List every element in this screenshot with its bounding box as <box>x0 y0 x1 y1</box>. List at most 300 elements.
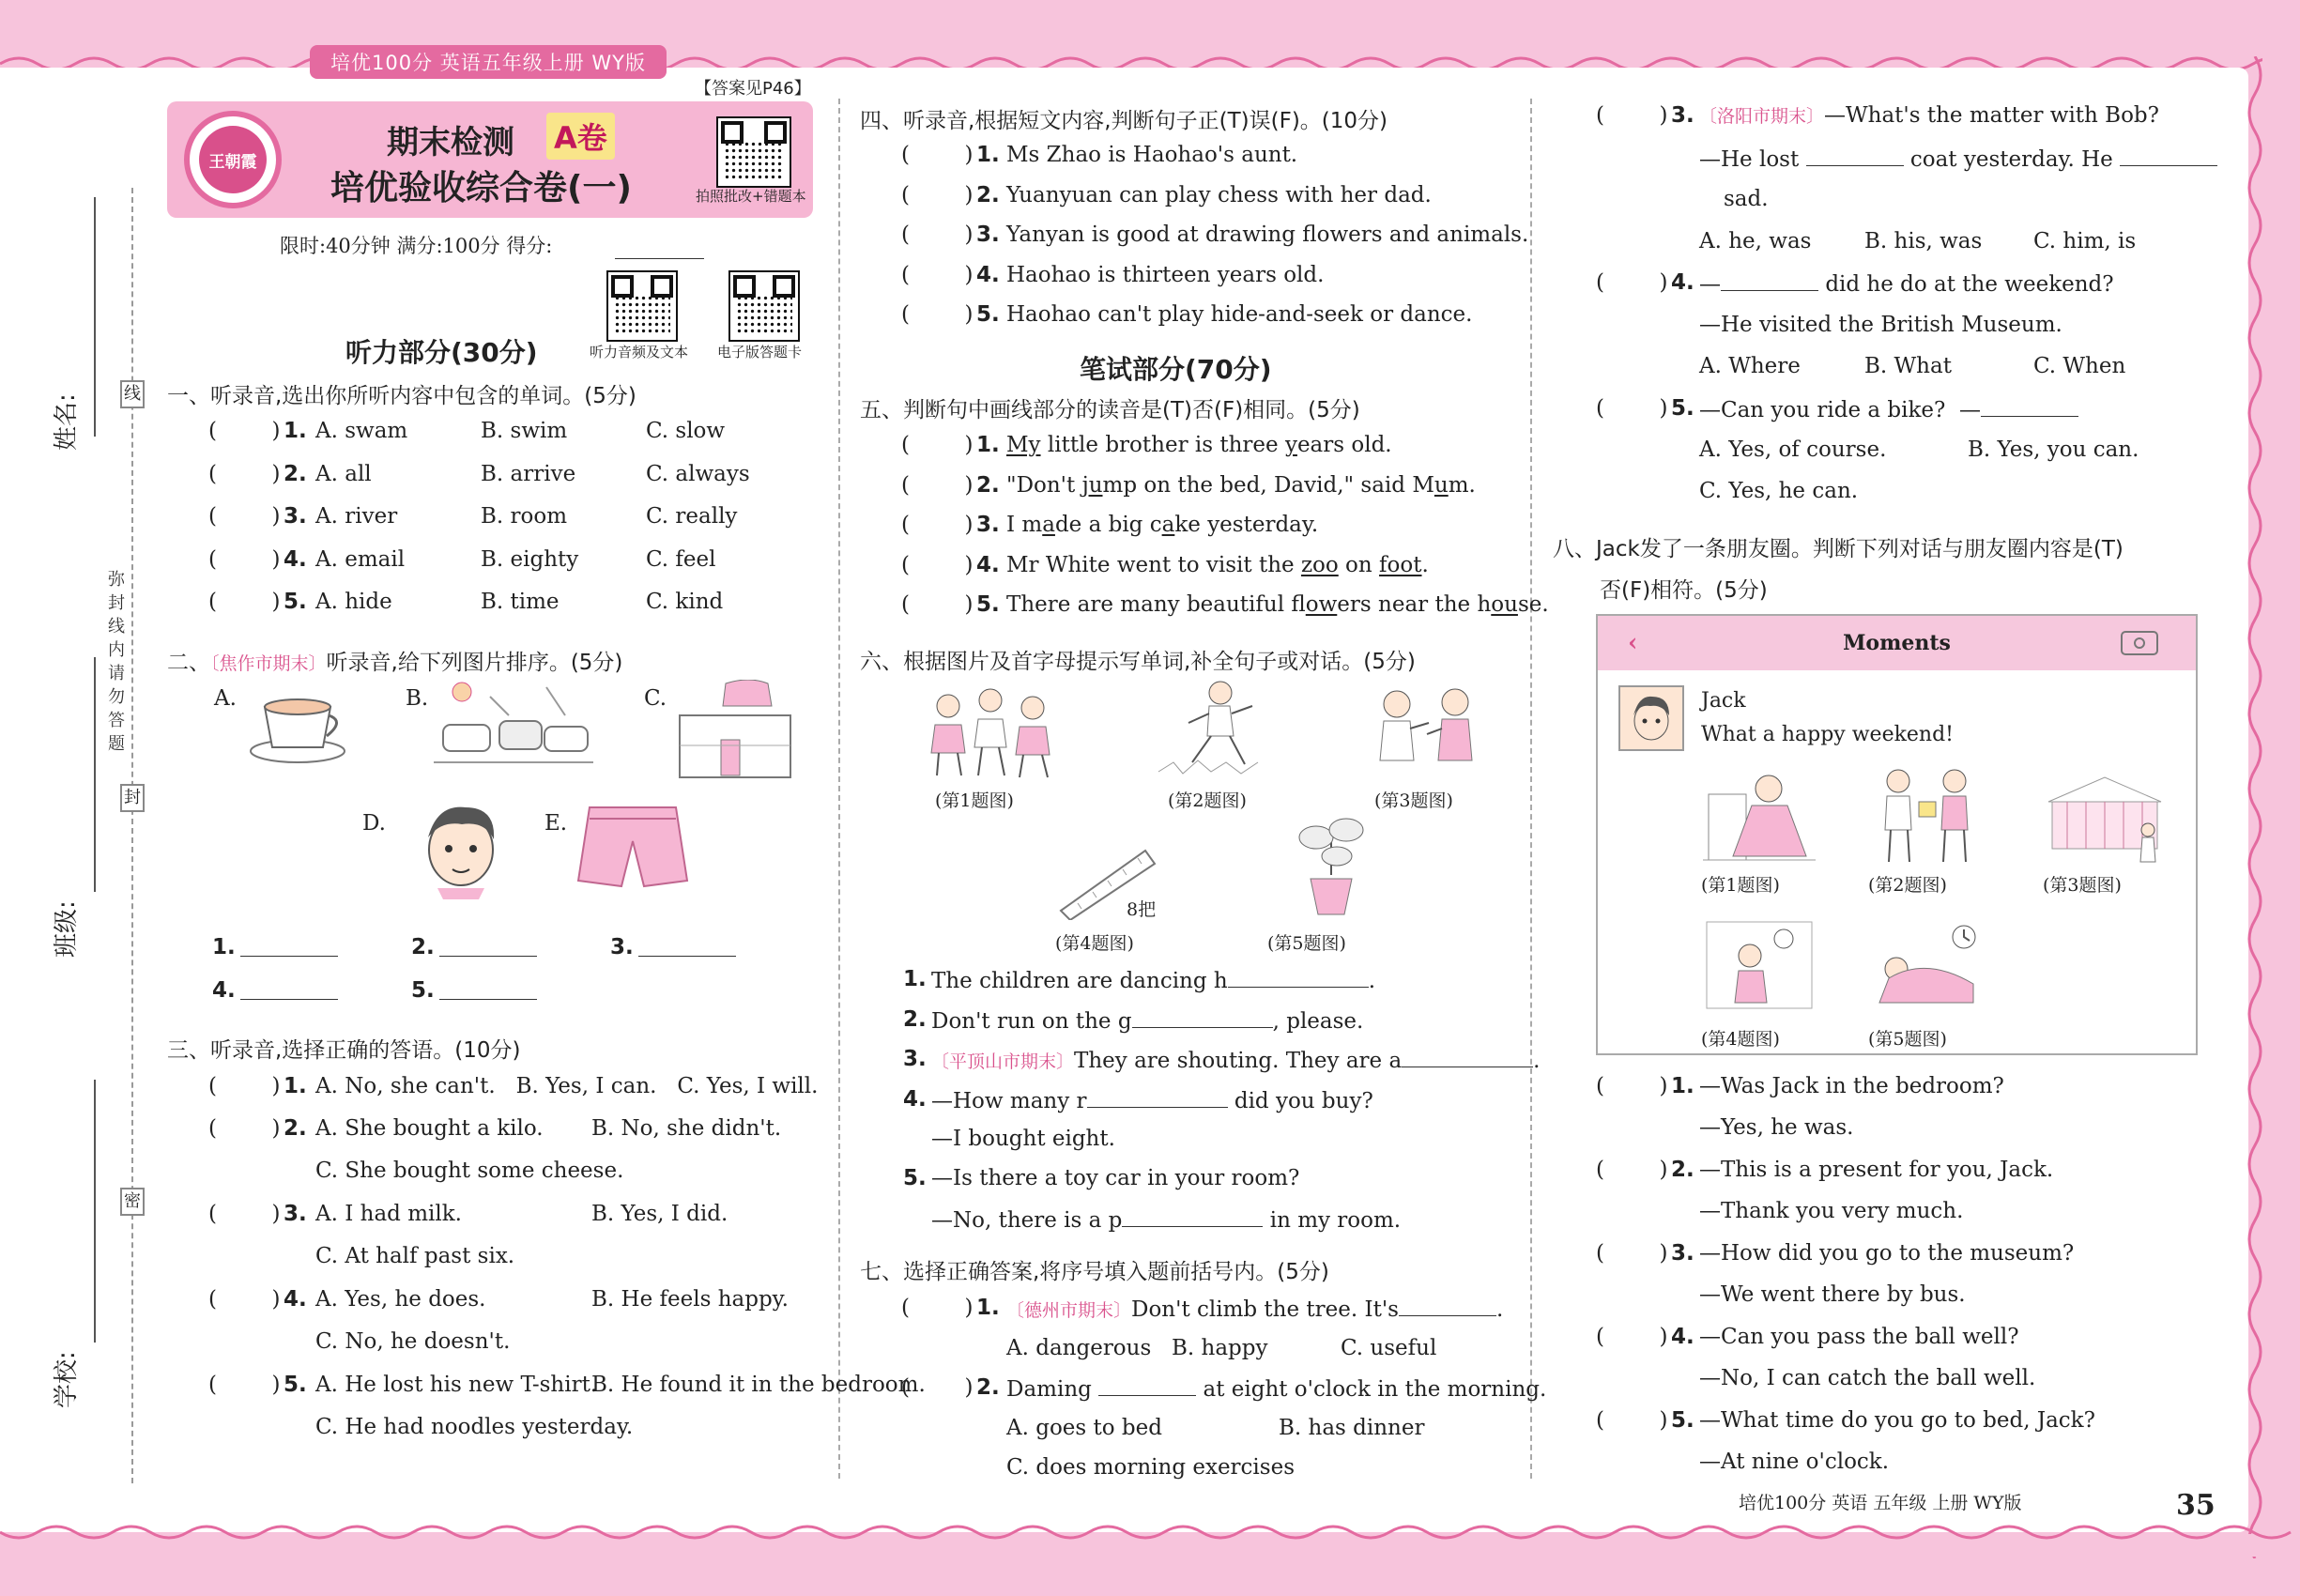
picture-potted-plant <box>1284 809 1378 922</box>
right-wave-border <box>2234 56 2300 1558</box>
s7-q5-option-a: A. Yes, of course. <box>1699 437 1887 462</box>
fill-blank[interactable] <box>2120 147 2217 166</box>
sentence-part: , please. <box>1272 1009 1364 1034</box>
s7-q2 <box>1006 1377 1546 1401</box>
s3-item-number: 1. <box>284 1074 307 1098</box>
footer-text: 培优100分 英语 五年级 上册 WY版 <box>1739 1493 2022 1513</box>
s1-option-b: B. arrive <box>481 461 576 486</box>
s1-option-a: A. swam <box>315 419 408 443</box>
s7-item-number: 3. <box>1671 103 1694 128</box>
s5-sentence <box>1006 514 1318 536</box>
s5-item-number: 3. <box>976 513 1000 537</box>
s8-dialogue-line1: —What time do you go to bed, Jack? <box>1699 1408 2095 1433</box>
s4-title: 四、听录音,根据短文内容,判断句子正(T)误(F)。(10分) <box>860 109 1388 133</box>
s1-option-b: B. time <box>481 590 560 614</box>
s3-option-c: C. She bought some cheese. <box>315 1159 624 1183</box>
s4-answer-paren[interactable]: ( ) <box>901 262 974 287</box>
s4-statement: Yuanyuan can play chess with her dad. <box>1006 182 1432 207</box>
moments-post: What a happy weekend! <box>1701 723 1955 746</box>
qr-caption-audio: 听力音频及文本 <box>590 344 689 361</box>
logo-text: 王朝霞 <box>208 152 257 172</box>
s6-item-number: 1. <box>903 967 927 991</box>
dense-mark: 密 <box>120 1188 145 1216</box>
s7-q3-option-b: B. his, was <box>1864 229 1983 253</box>
s3-item-number: 4. <box>284 1287 307 1312</box>
picture-girl-bedroom <box>1703 766 1816 869</box>
s2-blank-number: 2. <box>411 935 435 959</box>
s3-option-a: A. He lost his new T-shirt. <box>315 1373 598 1397</box>
s5-text-part: mp on the bed, David," said M <box>1102 472 1434 498</box>
fill-blank[interactable] <box>1087 1089 1228 1108</box>
s5-underlined-part: u <box>1434 472 1449 498</box>
s1-option-b: B. swim <box>481 419 568 443</box>
line-mark: 线 <box>120 380 145 408</box>
s7-answer-paren[interactable]: ( ) <box>1596 103 1668 128</box>
s3-item-number: 5. <box>284 1373 307 1397</box>
picture-tea-cup <box>246 683 349 768</box>
s8-title-line2: 否(F)相符。(5分) <box>1600 578 1768 603</box>
s1-option-c: C. kind <box>646 590 724 614</box>
back-chevron-icon[interactable]: ‹ <box>1628 629 1638 657</box>
s3-option-b: B. He feels happy. <box>591 1287 789 1312</box>
time-score-info: 限时:40分钟 满分:100分 得分: <box>280 235 553 257</box>
s7-q4-line2 <box>1699 315 2062 336</box>
sentence-part: They are shouting. They are a <box>1074 1049 1403 1073</box>
s5-underlined-part: zoo <box>1300 552 1339 577</box>
s6-caption-2: (第2题图) <box>1168 790 1247 811</box>
s5-underlined-part: ou <box>1491 592 1518 617</box>
s1-option-c: C. feel <box>646 546 716 572</box>
s7-q3-line2 <box>1699 147 2217 171</box>
s4-answer-paren[interactable]: ( ) <box>901 302 974 327</box>
s6-title: 六、根据图片及首字母提示写单词,补全句子或对话。(5分) <box>860 650 1416 674</box>
s7-q1-option-c: C. useful <box>1341 1336 1437 1360</box>
s1-title: 一、听录音,选出你所听内容中包含的单词。(5分) <box>167 384 636 408</box>
s5-text-part: . <box>1421 552 1429 577</box>
s2-title-text: 听录音,给下列图片排序。(5分) <box>326 651 623 675</box>
s2-label-b: B. <box>406 686 429 711</box>
s1-answer-paren[interactable]: ( ) <box>208 504 281 529</box>
jack-avatar <box>1618 685 1684 751</box>
brand-logo <box>184 111 282 208</box>
name-label: 姓名: <box>53 393 81 451</box>
moments-user: Jack <box>1701 689 1746 713</box>
writing-title: 笔试部分(70分) <box>1080 354 1272 385</box>
sentence-part: —I bought eight. <box>931 1127 1115 1151</box>
s7-q4-option-a: A. Where <box>1699 354 1801 378</box>
s3-answer-paren[interactable]: ( ) <box>208 1287 281 1312</box>
s1-item-number: 2. <box>284 461 307 486</box>
s8-caption-1: (第1题图) <box>1701 875 1780 896</box>
picture-children-dancing <box>920 687 1061 781</box>
s6-q4 <box>931 1089 1373 1113</box>
sentence-part <box>1092 1377 1098 1402</box>
s1-option-c: C. always <box>646 461 750 486</box>
picture-playing-ball <box>1703 918 1816 1012</box>
s7-q5 <box>1699 398 2078 422</box>
s2-blank-number: 1. <box>212 935 236 959</box>
s7-q2-option-c: C. does morning exercises <box>1006 1455 1296 1480</box>
s5-sentence <box>1006 472 1476 498</box>
s8-answer-paren[interactable]: ( ) <box>1596 1074 1668 1098</box>
sentence-part: did you buy? <box>1227 1089 1373 1113</box>
sentence-part <box>2113 147 2120 172</box>
sentence-part <box>1904 147 1910 172</box>
s8-dialogue-line2: —At nine o'clock. <box>1699 1450 1890 1474</box>
sentence-part: Daming <box>1006 1377 1092 1402</box>
s8-answer-paren[interactable]: ( ) <box>1596 1325 1668 1349</box>
s7-q3 <box>1699 105 2159 127</box>
s7-q2-option-b: B. has dinner <box>1279 1416 1425 1440</box>
s6-q1 <box>931 969 1375 992</box>
s4-item-number: 3. <box>976 223 1000 247</box>
picture-boy-face <box>409 798 513 901</box>
s5-text-part: There are many beautiful fl <box>1006 592 1306 617</box>
picture-children-shouting <box>1361 685 1493 779</box>
s1-answer-paren[interactable]: ( ) <box>208 461 281 486</box>
sentence-part: Don't climb the tree. It's <box>1131 1297 1399 1322</box>
class-label: 班级: <box>53 900 81 958</box>
picture-boy-sleeping <box>1870 918 1983 1012</box>
sentence-part: Don't run on the g <box>931 1009 1132 1034</box>
ruler-count-label: 8把 <box>1127 899 1157 920</box>
sentence-part: —Can you ride a bike? — <box>1699 398 1981 422</box>
s5-text-part: ears old. <box>1296 433 1392 457</box>
s3-option-a: A. Yes, he does. <box>315 1287 486 1312</box>
s2-prefix: 二、 <box>167 651 210 675</box>
s1-item-number: 4. <box>284 546 307 572</box>
school-line <box>94 1080 96 1343</box>
s5-answer-paren[interactable]: ( ) <box>901 433 974 457</box>
s7-item-number: 5. <box>1671 396 1694 421</box>
s4-item-number: 2. <box>976 182 1000 207</box>
s7-q1 <box>1006 1297 1503 1321</box>
s1-option-c: C. really <box>646 504 738 529</box>
s7-q2-option-a: A. goes to bed <box>1006 1416 1162 1440</box>
binding-warning: 弥封线内请勿答题 <box>105 568 128 756</box>
s2-title <box>167 645 622 676</box>
s7-q3-option-c: C. him, is <box>2033 229 2137 253</box>
fill-blank[interactable] <box>1098 1377 1196 1396</box>
sentence-part: —How many r <box>931 1089 1087 1113</box>
school-label: 学校: <box>53 1351 81 1408</box>
qr-caption-answer-card: 电子版答题卡 <box>717 344 803 361</box>
s7-q4-option-c: C. When <box>2033 354 2126 378</box>
s5-underlined-part: y <box>1284 433 1297 457</box>
s5-sentence <box>1006 552 1429 577</box>
s5-text-part: Mr White went to visit the <box>1006 552 1301 577</box>
s1-option-a: A. email <box>315 546 406 572</box>
s5-underlined-part: a <box>1042 513 1055 537</box>
s4-item-number: 5. <box>976 302 1000 327</box>
s5-text-part: ke yesterday. <box>1174 513 1319 537</box>
s2-answer-blank[interactable] <box>439 956 537 957</box>
picture-giving-present <box>1870 764 1983 867</box>
region-tag: 〔洛阳市期末〕 <box>1699 106 1825 127</box>
s1-option-b: B. room <box>481 504 568 529</box>
exam-subtitle: 培优验收综合卷(一) <box>330 169 632 207</box>
sentence-part: —No, there is a p <box>931 1208 1123 1233</box>
s3-options-line: A. No, she can't. B. Yes, I can. C. Yes, I will. <box>315 1074 819 1098</box>
s8-dialogue-line1: —This is a present for you, Jack. <box>1699 1158 2054 1182</box>
s7-q5-option-b: B. Yes, you can. <box>1968 437 2139 462</box>
s8-caption-5: (第5题图) <box>1868 1029 1947 1050</box>
s2-blank-number: 4. <box>212 978 236 1003</box>
fill-blank[interactable] <box>1721 272 1818 291</box>
s8-item-number: 2. <box>1671 1158 1694 1182</box>
sentence-part: sad. <box>1724 187 1769 211</box>
picture-farm-animals <box>434 678 593 772</box>
s5-item-number: 4. <box>976 552 1000 577</box>
s7-q3-option-a: A. he, was <box>1699 229 1812 253</box>
s5-answer-paren[interactable]: ( ) <box>901 472 974 498</box>
s8-dialogue-line1: —How did you go to the museum? <box>1699 1241 2075 1266</box>
sentence-part: The children are dancing h <box>931 969 1228 993</box>
s5-answer-paren[interactable]: ( ) <box>901 552 974 577</box>
listening-title: 听力部分(30分) <box>345 337 538 368</box>
fill-blank[interactable] <box>1806 147 1904 166</box>
s4-statement: Yanyan is good at drawing flowers and animals. <box>1006 223 1529 247</box>
s5-underlined-part: My <box>1006 433 1041 457</box>
s3-answer-paren[interactable]: ( ) <box>208 1116 281 1141</box>
s6-item-number: 4. <box>903 1087 927 1112</box>
s7-q1-option-b: B. happy <box>1172 1336 1268 1360</box>
s5-text-part: little brother is three <box>1040 433 1285 457</box>
s3-option-c: C. He had noodles yesterday. <box>315 1415 634 1439</box>
s1-option-c: C. slow <box>646 419 726 443</box>
s6-item-number: 3. <box>903 1047 927 1071</box>
s3-item-number: 3. <box>284 1202 307 1226</box>
picture-museum <box>2039 764 2170 867</box>
column-divider-2 <box>1530 99 1532 1479</box>
s1-option-b: B. eighty <box>481 546 579 572</box>
s2-label-d: D. <box>362 811 386 836</box>
s7-item-number: 4. <box>1671 270 1694 295</box>
region-tag: 〔德州市期末〕 <box>1006 1300 1132 1321</box>
s8-caption-4: (第4题图) <box>1701 1029 1780 1050</box>
s1-option-a: A. hide <box>315 590 392 614</box>
s3-title: 三、听录音,选择正确的答语。(10分) <box>167 1038 521 1063</box>
s3-answer-paren[interactable]: ( ) <box>208 1373 281 1397</box>
s4-statement: Ms Zhao is Haohao's aunt. <box>1006 143 1298 167</box>
s8-title-line1: 八、Jack发了一条朋友圈。判断下列对话与朋友圈内容是(T) <box>1553 537 2124 561</box>
s8-caption-2: (第2题图) <box>1868 875 1947 896</box>
picture-boy-running-grass <box>1155 678 1267 781</box>
class-line <box>94 657 96 892</box>
sentence-part: coat yesterday. He <box>1909 147 2113 172</box>
s6-item-number: 5. <box>903 1166 927 1190</box>
s3-option-c: C. At half past six. <box>315 1244 515 1268</box>
s8-answer-paren[interactable]: ( ) <box>1596 1408 1668 1433</box>
page-number: 35 <box>2176 1489 2216 1522</box>
s2-tag: 〔焦作市期末〕 <box>210 653 327 674</box>
score-blank[interactable] <box>615 258 704 259</box>
boy-avatar-icon <box>1620 687 1682 749</box>
sentence-part: —He lost <box>1699 147 1800 172</box>
s1-answer-paren[interactable]: ( ) <box>208 590 281 614</box>
s7-q5-option-c: C. Yes, he can. <box>1699 479 1859 503</box>
s7-title: 七、选择正确答案,将序号填入题前括号内。(5分) <box>860 1260 1329 1284</box>
s7-q4-option-b: B. What <box>1864 354 1952 378</box>
s7-q3-line3 <box>1724 189 1769 210</box>
fill-blank[interactable] <box>1399 1297 1496 1316</box>
s6-q3 <box>931 1049 1540 1072</box>
s8-item-number: 1. <box>1671 1074 1694 1098</box>
s2-blank-number: 5. <box>411 978 435 1003</box>
s8-item-number: 3. <box>1671 1241 1694 1266</box>
s5-item-number: 5. <box>976 592 1000 617</box>
answer-reference: 【答案见P46】 <box>695 79 811 99</box>
s5-sentence <box>1006 435 1392 456</box>
name-line <box>94 197 96 437</box>
s1-item-number: 1. <box>284 419 307 443</box>
s5-answer-paren[interactable]: ( ) <box>901 513 974 537</box>
s5-text-part: m. <box>1448 472 1476 498</box>
s4-statement: Haohao is thirteen years old. <box>1006 262 1325 287</box>
sentence-part <box>1799 147 1805 172</box>
s5-underlined-part: ow <box>1305 592 1338 617</box>
s3-answer-paren[interactable]: ( ) <box>208 1074 281 1098</box>
picture-kitchen <box>674 680 796 783</box>
s1-item-number: 5. <box>284 590 307 614</box>
s8-dialogue-line2: —We went there by bus. <box>1699 1282 1966 1307</box>
qr-code-grading[interactable] <box>716 116 791 188</box>
s2-label-c: C. <box>644 686 667 711</box>
s3-option-a: A. I had milk. <box>315 1202 462 1226</box>
s2-answer-blank[interactable] <box>240 956 338 957</box>
s5-underlined-part: foot <box>1379 552 1422 577</box>
s8-answer-paren[interactable]: ( ) <box>1596 1158 1668 1182</box>
fill-blank[interactable] <box>1228 969 1369 988</box>
s3-option-b: B. Yes, I did. <box>591 1202 728 1226</box>
s7-q4 <box>1699 272 2114 296</box>
s8-item-number: 4. <box>1671 1325 1694 1349</box>
sentence-part: . <box>1533 1049 1541 1073</box>
s5-text-part: on <box>1338 552 1380 577</box>
s1-item-number: 3. <box>284 504 307 529</box>
s7-answer-paren[interactable]: ( ) <box>1596 396 1668 421</box>
fill-blank[interactable] <box>1122 1208 1263 1227</box>
s7-item-number: 2. <box>976 1375 1000 1400</box>
s3-option-b: B. No, she didn't. <box>591 1116 782 1141</box>
moments-title: Moments <box>1843 631 1951 655</box>
sentence-part: — <box>1699 272 1721 297</box>
s4-item-number: 4. <box>976 262 1000 287</box>
s5-text-part: I m <box>1006 513 1043 537</box>
s2-answer-blank[interactable] <box>240 999 338 1000</box>
s1-option-a: A. all <box>315 461 372 486</box>
sentence-part: at eight o'clock in the morning. <box>1203 1377 1547 1402</box>
s5-item-number: 1. <box>976 433 1000 457</box>
s4-item-number: 1. <box>976 143 1000 167</box>
s1-answer-paren[interactable]: ( ) <box>208 419 281 443</box>
s6-q5-answer <box>931 1208 1401 1232</box>
sentence-part: . <box>1495 1297 1504 1322</box>
s8-caption-3: (第3题图) <box>2043 875 2122 896</box>
s2-answer-blank[interactable] <box>439 999 537 1000</box>
s8-answer-paren[interactable]: ( ) <box>1596 1241 1668 1266</box>
s8-dialogue-line2: —Thank you very much. <box>1699 1199 1964 1223</box>
s7-answer-paren[interactable]: ( ) <box>1596 270 1668 295</box>
s6-caption-5: (第5题图) <box>1267 933 1346 954</box>
qr-code-answer-card[interactable] <box>728 270 800 342</box>
sentence-part: in my room. <box>1263 1208 1402 1233</box>
bottom-wave-border <box>0 1519 2300 1557</box>
s2-label-e: E. <box>544 811 568 836</box>
seal-mark: 封 <box>120 784 145 812</box>
camera-icon[interactable] <box>2121 631 2158 655</box>
s2-answer-blank[interactable] <box>638 956 736 957</box>
s3-answer-paren[interactable]: ( ) <box>208 1202 281 1226</box>
s6-item-number: 2. <box>903 1007 927 1032</box>
s7-answer-paren[interactable]: ( ) <box>901 1296 974 1320</box>
s4-answer-paren[interactable]: ( ) <box>901 143 974 167</box>
exam-badge: A卷 <box>546 113 615 160</box>
s3-option-c: C. No, he doesn't. <box>315 1329 511 1354</box>
region-tag: 〔平顶山市期末〕 <box>931 1051 1075 1072</box>
moments-card <box>1596 614 2198 1055</box>
s5-answer-paren[interactable]: ( ) <box>901 592 974 617</box>
sentence-part: —What's the matter with Bob? <box>1824 103 2159 128</box>
exam-title: 期末检测 <box>387 124 514 161</box>
s8-dialogue-line2: —Yes, he was. <box>1699 1115 1854 1140</box>
column-divider-1 <box>838 99 840 1479</box>
s3-option-a: A. She bought a kilo. <box>315 1116 544 1141</box>
s3-option-b: B. He found it in the bedroom. <box>591 1373 926 1397</box>
s5-underlined-part: a <box>1161 513 1175 537</box>
s5-text-part: de a big c <box>1054 513 1162 537</box>
moments-header <box>1598 616 2196 670</box>
sentence-part: . <box>1368 969 1376 993</box>
s2-label-a: A. <box>214 686 237 711</box>
s7-answer-paren[interactable]: ( ) <box>901 1375 974 1400</box>
picture-shorts <box>576 800 689 894</box>
s8-dialogue-line1: —Can you pass the ball well? <box>1699 1325 2019 1349</box>
s2-blank-number: 3. <box>610 935 634 959</box>
s5-sentence <box>1006 594 1549 616</box>
s1-option-a: A. river <box>315 504 398 529</box>
s8-dialogue-line2: —No, I can catch the ball well. <box>1699 1366 2036 1390</box>
fill-blank[interactable] <box>1402 1049 1533 1067</box>
s5-item-number: 2. <box>976 472 1000 498</box>
s4-answer-paren[interactable]: ( ) <box>901 182 974 207</box>
s5-text-part: ers near the h <box>1337 592 1492 617</box>
s4-statement: Haohao can't play hide-and-seek or dance. <box>1006 302 1473 327</box>
qr-code-audio[interactable] <box>606 270 678 342</box>
s5-title: 五、判断句中画线部分的读音是(T)否(F)相同。(5分) <box>860 398 1360 422</box>
s8-dialogue-line1: —Was Jack in the bedroom? <box>1699 1074 2004 1098</box>
s7-q1-option-a: A. dangerous <box>1006 1336 1152 1360</box>
header-tab: 培优100分 英语五年级上册 WY版 <box>310 45 667 79</box>
s6-caption-3: (第3题图) <box>1374 790 1453 811</box>
s6-caption-4: (第4题图) <box>1055 933 1134 954</box>
s8-item-number: 5. <box>1671 1408 1694 1433</box>
s5-underlined-part: ju <box>1081 472 1103 498</box>
s6-caption-1: (第1题图) <box>935 790 1014 811</box>
s1-answer-paren[interactable]: ( ) <box>208 546 281 572</box>
s4-answer-paren[interactable]: ( ) <box>901 223 974 247</box>
fill-blank[interactable] <box>1132 1009 1273 1028</box>
sentence-part: —He visited the British Museum. <box>1699 313 2062 337</box>
s6-q5 <box>931 1168 1299 1189</box>
sentence-part: —Is there a toy car in your room? <box>931 1166 1300 1190</box>
s6-q2 <box>931 1009 1363 1033</box>
s6-q4-answer <box>931 1128 1115 1150</box>
s5-text-part: se. <box>1517 592 1549 617</box>
s7-item-number: 1. <box>976 1296 1000 1320</box>
fill-blank[interactable] <box>1981 398 2078 417</box>
qr-caption-grading: 拍照批改+错题本 <box>696 188 806 205</box>
